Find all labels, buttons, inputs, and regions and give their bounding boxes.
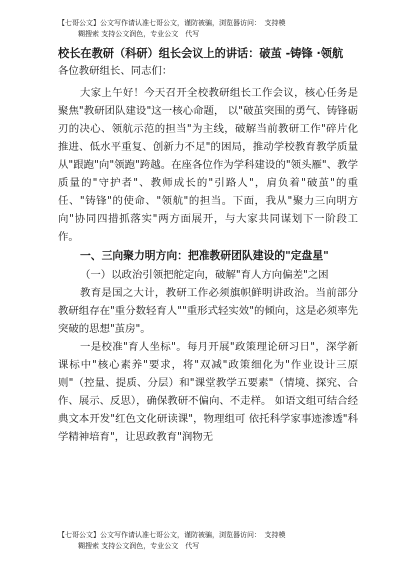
page-footer xyxy=(58,530,358,552)
paragraph-3: 一是校准"育人坐标"。每月开展"政策理论研习日"，深学新课标中"核心素养"要求，将"双减"政策细化为"作业设计三原则"（控量、提质、分层）和"课堂教学五要素"（情境、探究、合作、展示、反思），确保教研不偏向、不走样。 如语文组可结合经典文本开发"红色文化研读课"，物理组可 依托科学家事迹渗透"科学精神培育"，让思政教育"润物无 xyxy=(58,341,358,443)
greeting: 各位教研组长、同志们： xyxy=(58,65,173,77)
header-line-1: 【七哥公文】公文写作请认准七哥公文，谨防被骗，浏览器访问： 支持模 xyxy=(58,19,286,27)
footer-line-1: 【七哥公文】公文写作请认准七哥公文，谨防被骗，浏览器访问： 支持模 xyxy=(58,531,286,539)
subsection-heading-1: （一）以政治引领把舵定向，破解"育人方向偏差"之困 xyxy=(80,269,329,281)
document-body xyxy=(58,46,358,446)
paragraph-intro: 大家上午好！今天召开全校教研组长工作会议，核心任务是聚焦"教研团队建设"这一核心命题， 以"破茧突围的勇气、铸锋砺刃的决心、领航示范的担当"为主线，破解当前教研工作"碎片化推进、低水平重复、创新力不足"的困局，推动学校教育教学质量从"跟跑"向"领跑"跨越。在座各位作为学科建设的"领头雁"、教学质量的"守护者"、教师成长的"引路人"，肩负着"破茧"的重任、"铸锋"的使命、"领航"的担当。下面，我从"聚力三向明方向"协同四措抓落实"两方面展开，与大家共同谋划下一阶段工作。 xyxy=(58,87,358,243)
section-heading-1: 一、三向聚力明方向：把准教研团队建设的"定盘星" xyxy=(80,249,329,262)
page-header xyxy=(58,18,358,40)
header-line-2: 糊搜索 支持公文润色，专业公文 代写 xyxy=(78,30,200,38)
document-title: 校长在教研（科研）组长会议上的讲话：破茧 -铸锋 ·领航 xyxy=(58,47,344,60)
footer-line-2: 糊搜索 支持公文润色，专业公文 代写 xyxy=(78,542,200,550)
paragraph-2: 教育是国之大计，教研工作必须旗帜鲜明讲政治。当前部分教研组存在"重分数轻育人""重形式轻实效"的倾向，这是必须率先突破的思想"茧房"。 xyxy=(58,287,358,335)
